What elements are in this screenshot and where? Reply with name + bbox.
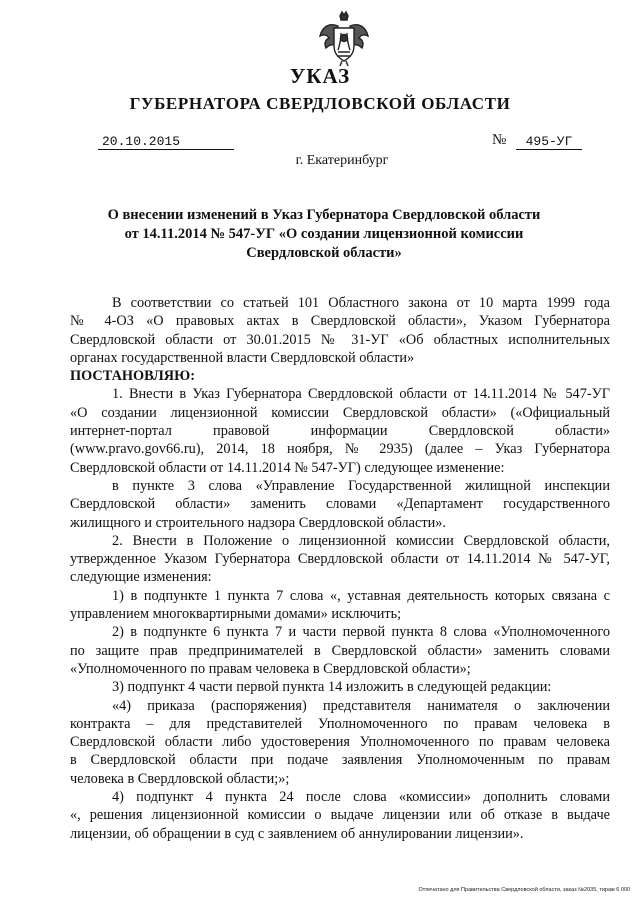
document-number: 495-УГ (516, 134, 582, 150)
document-body (70, 294, 610, 843)
print-footer-note: Отпечатано для Правительства Свердловской области, заказ №2035, тираж 6 000 (418, 887, 630, 893)
number-label: № (492, 132, 507, 148)
document-title-line: Свердловской области» (246, 245, 402, 261)
body-line: утвержденное Указом Губернатора Свердловской области от 14.11.2014 № 547-УГ, (70, 551, 610, 568)
body-line: человека в Свердловской области;»; (70, 770, 290, 787)
coat-of-arms-emblem (316, 8, 372, 68)
body-line: по защите прав предпринимателей в Свердловской области» заменить словами (70, 642, 610, 659)
body-line: «4) приказа (распоряжения) представителя нанимателя о заключении (112, 697, 610, 714)
document-city: г. Екатеринбург (295, 153, 389, 168)
document-title-line: от 14.11.2014 № 547-УГ «О создании лицензионной комиссии (124, 226, 524, 242)
body-line: следующие изменения: (70, 569, 212, 586)
body-line: «Уполномоченного по правам человека в Свердловской области»; (70, 660, 471, 677)
body-line: (www.pravo.gov66.ru), 2014, 18 ноября, № 2935) (далее – Указ Губернатора (70, 441, 610, 458)
document-title-line: О внесении изменений в Указ Губернатора Свердловской области (107, 207, 541, 223)
body-line: 2. Внести в Положение о лицензионной комиссии Свердловской области, (112, 532, 610, 549)
body-line: 4) подпункт 4 пункта 24 после слова «комиссии» дополнить словами (112, 789, 610, 806)
body-line: органах государственной власти Свердловской области» (70, 349, 415, 366)
body-line: 3) подпункт 4 части первой пункта 14 изложить в следующей редакции: (112, 679, 552, 696)
body-line: в Свердловской области при подаче заявления Уполномоченным по правам (70, 752, 610, 769)
body-line: Свердловской области от 30.01.2015 № 31-УГ «Об областных исполнительных (70, 331, 610, 348)
body-line: жилищного и строительного надзора Свердловской области». (70, 514, 446, 531)
body-line: в пункте 3 слова «Управление Государственной жилищной инспекции (112, 477, 610, 494)
body-line: В соответствии со статьей 101 Областного закона от 10 марта 1999 года (112, 295, 610, 311)
body-line: Свердловской области от 14.11.2014 № 547-УГ) следующее изменение: (70, 459, 505, 476)
body-line: 1) в подпункте 1 пункта 7 слова «, уставная деятельность которых связана с (112, 587, 610, 604)
body-line: контракта – для представителей Уполномоченного по правам человека в (70, 715, 610, 732)
decree-keyword: ПОСТАНОВЛЯЮ: (70, 368, 195, 385)
body-line: Свердловской области» заменить словами «Департамент государственного (70, 496, 610, 513)
document-type-heading: УКАЗ (289, 64, 351, 88)
body-line: № 4-ОЗ «О правовых актах в Свердловской области», Указом Губернатора (70, 313, 610, 330)
document-title (80, 206, 568, 263)
body-line: интернет-портал правовой информации Свердловской области» (70, 423, 610, 440)
body-line: Свердловской области либо удостоверения Уполномоченного по правам человека (70, 734, 610, 751)
body-line: управлением многоквартирными домами» исключить; (70, 606, 402, 623)
body-line: «О создании лицензионной комиссии Свердловской области» («Официальный (70, 404, 610, 421)
issuer-heading: ГУБЕРНАТОРА СВЕРДЛОВСКОЙ ОБЛАСТИ (129, 94, 511, 113)
body-line: лицензии, об обращении в суд с заявлением об аннулировании лицензии». (70, 825, 524, 842)
document-date: 20.10.2015 (98, 134, 234, 150)
body-line: 2) в подпункте 6 пункта 7 и части первой пункта 8 слова «Уполномоченного (112, 624, 610, 641)
body-line: 1. Внести в Указ Губернатора Свердловской области от 14.11.2014 № 547-УГ (112, 386, 610, 403)
body-line: «, решения лицензионной комиссии о выдаче лицензии или об отказе в выдаче (70, 807, 610, 824)
